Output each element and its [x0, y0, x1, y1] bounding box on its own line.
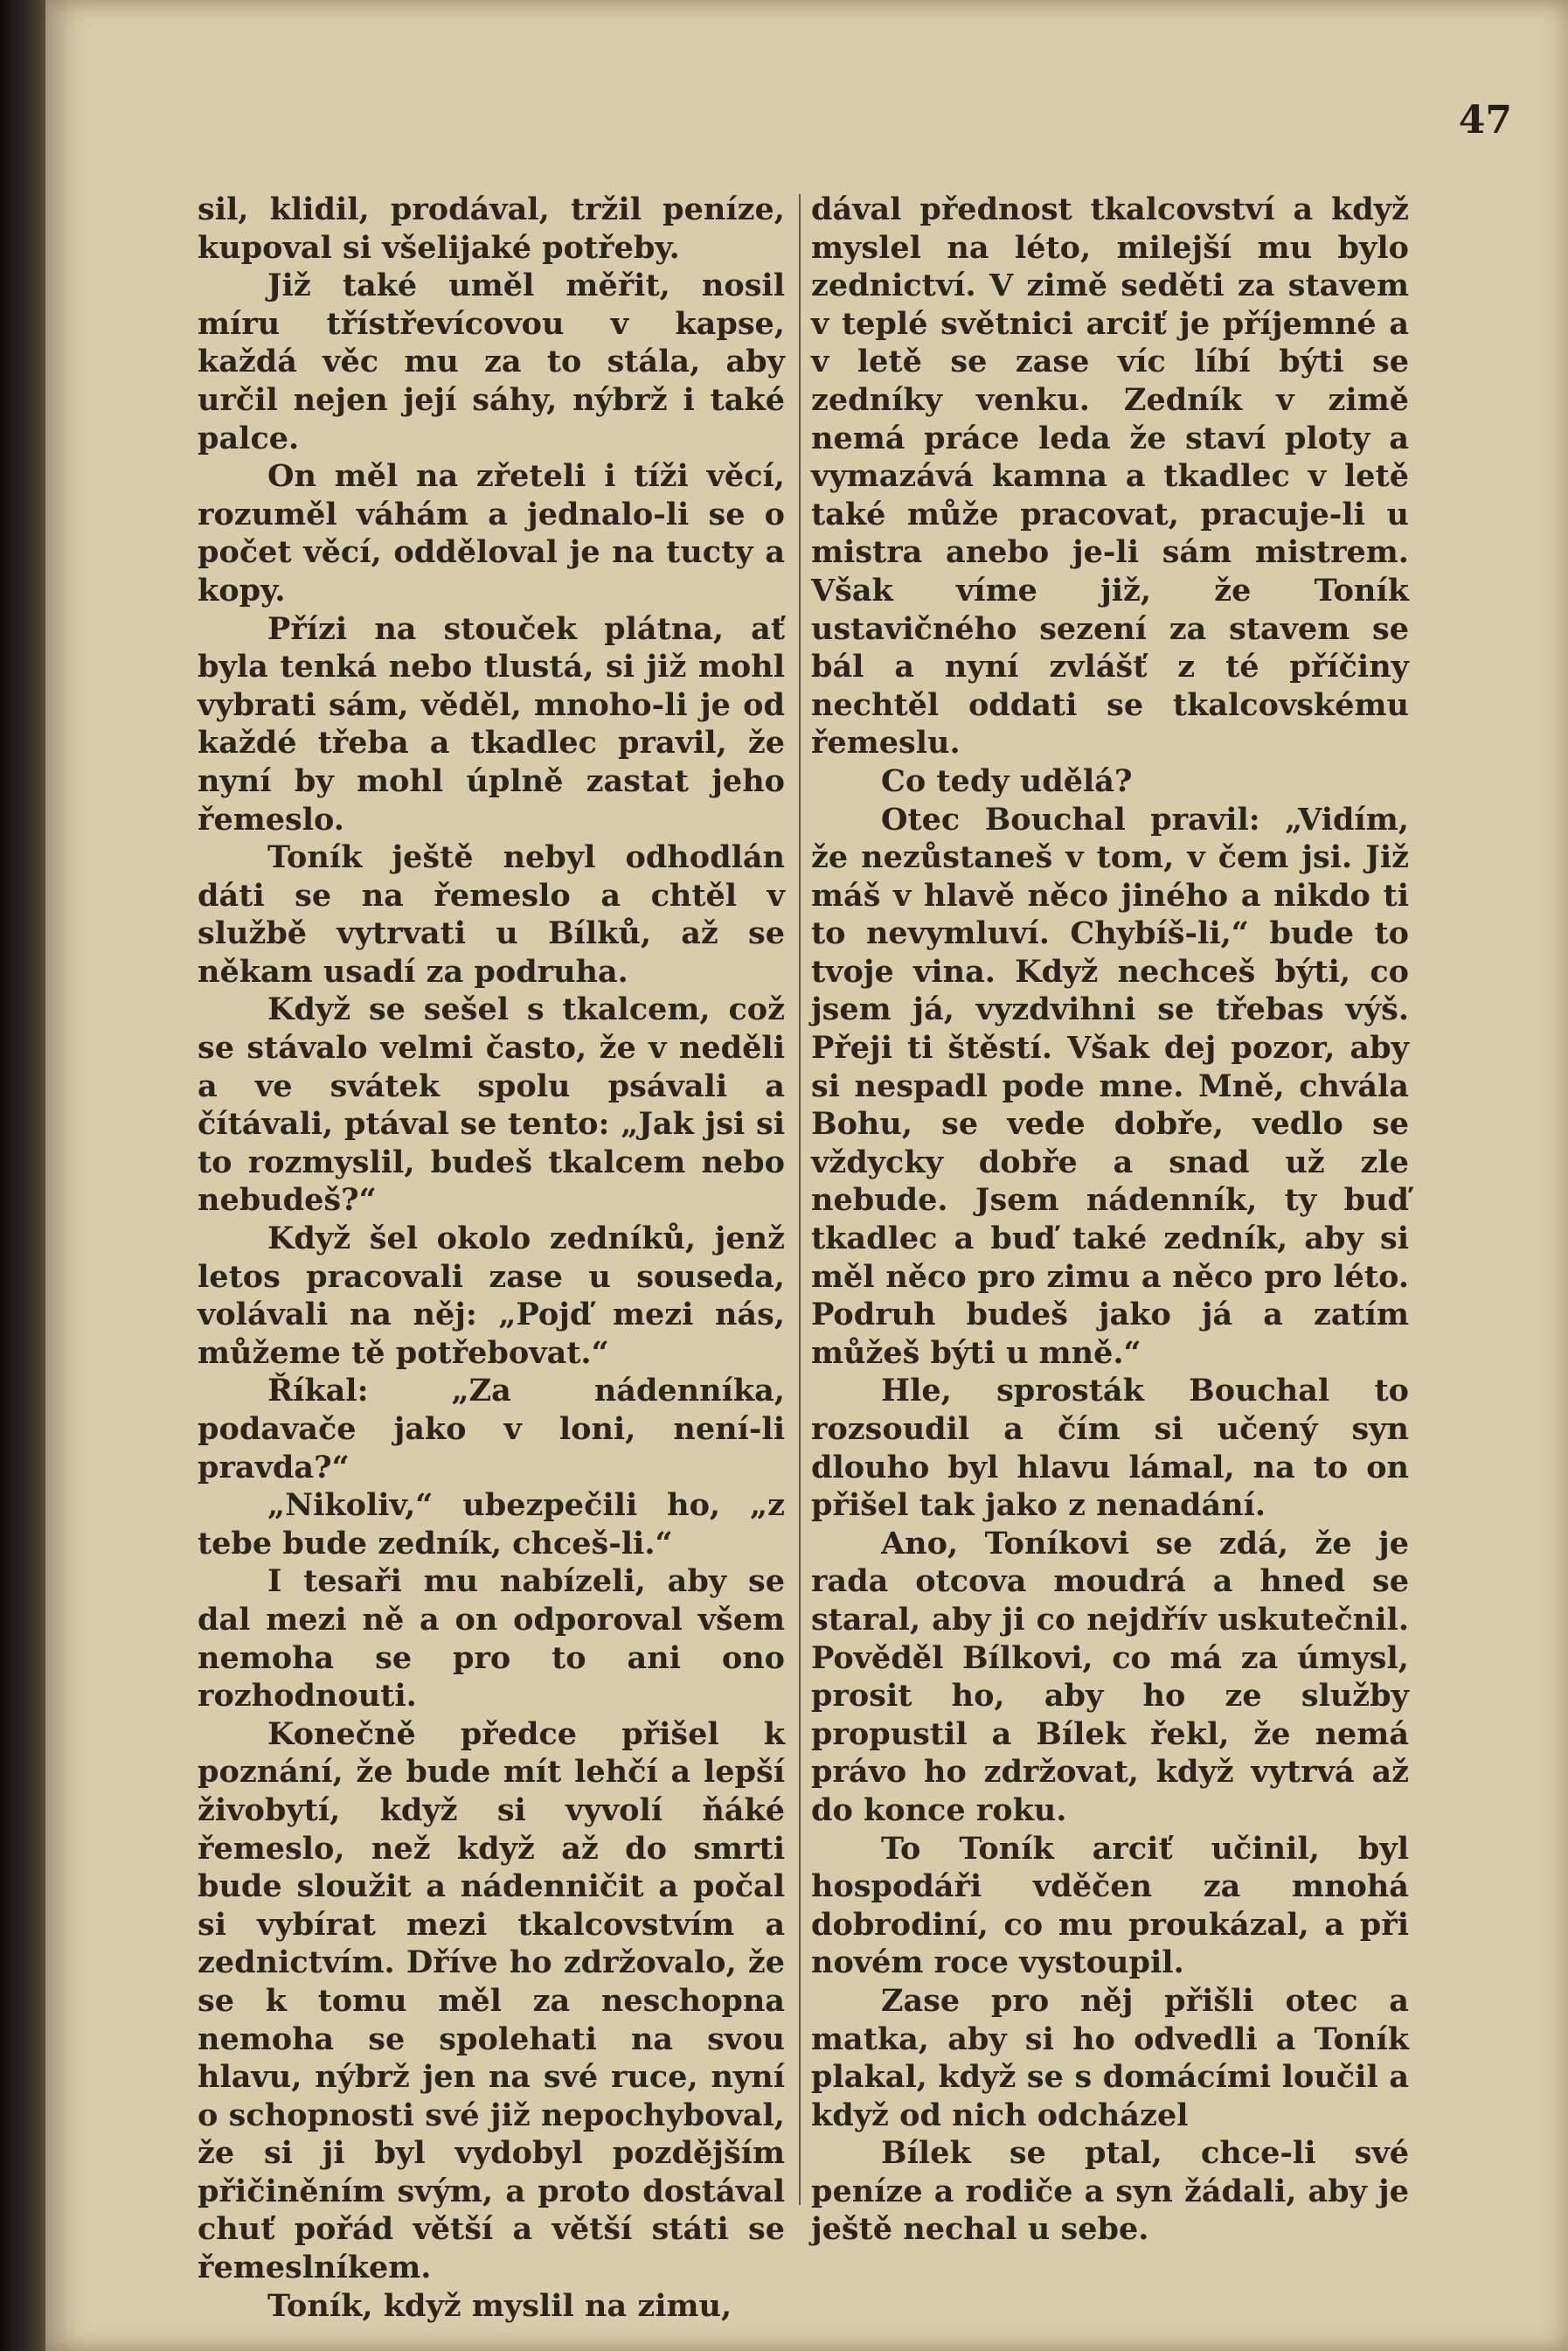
paragraph: Hle, sprosták Bouchal to rozsoudil a čím si učený syn dlouho byl hlavu lámal, na to on přišel tak jako z nenadání. [811, 1373, 1409, 1524]
paragraph: Toník ještě nebyl odhodlán dáti se na řemeslo a chtěl v službě vytrvati u Bílků, až se někam usadí za podruha. [198, 839, 785, 990]
paragraph: dával přednost tkalcovství a když myslel na léto, milejší mu bylo zednictví. V zimě seděti za stavem v teplé světnici arciť je příjemné a v letě se zase víc líbí býti se zedníky venku. Zedník v zimě nemá práce leda že staví ploty a vymazává kamna a tkadlec v letě také může pracovat, pracuje-li u mistra anebo je-li sám mistrem. Však víme již, že Toník ustavičného sezení za stavem se bál a nyní zvlášť z té příčiny nechtěl oddati se tkalcovskému řemeslu. [811, 191, 1409, 762]
paragraph: sil, klidil, prodával, tržil peníze, kupoval si všelijaké potřeby. [198, 191, 785, 266]
paragraph: I tesaři mu nabízeli, aby se dal mezi ně a on odporoval všem nemoha se pro to ani ono rozhodnouti. [198, 1563, 785, 1715]
left-text-column [198, 191, 785, 2325]
paragraph: „Nikoliv,“ ubezpečili ho, „z tebe bude zedník, chceš-li.“ [198, 1487, 785, 1562]
paragraph: Když šel okolo zedníků, jenž letos pracovali zase u souseda, volávali na něj: „Pojď mezi nás, můžeme tě potřebovat.“ [198, 1221, 785, 1371]
paragraph: Otec Bouchal pravil: „Vidím, že nezůstaneš v tom, v čem jsi. Již máš v hlavě něco jiného a nikdo ti to nevymluví. Chybíš-li,“ bude to tvoje vina. Když nechceš býti, co jsem já, vyzdvihni se třebas výš. Přeji ti štěstí. Však dej pozor, aby si nespadl pode mne. Mně, chvála Bohu, se vede dobře, vedlo se vždycky dobře a snad už zle nebude. Jsem nádenník, ty buď tkadlec a buď také zedník, aby si měl něco pro zimu a něco pro léto. Podruh budeš jako já a zatím můžeš býti u mně.“ [811, 801, 1409, 1371]
paragraph: Toník, když myslil na zimu, [267, 2287, 732, 2324]
paragraph: Konečně předce přišel k poznání, že bude mít lehčí a lepší živobytí, když si vyvolí ňáké řemeslo, než když až do smrti bude sloužit a nádenničit a počal si vybírat mezi tkalcovstvím a zednictvím. Dříve ho zdržovalo, že se k tomu měl za neschopna nemoha se spolehati na svou hlavu, nýbrž jen na své ruce, nyní o schopnosti své již nepochyboval, že si ji byl vydobyl pozdějším přičiněním svým, a proto dostával chuť pořád větší a větší státi se řemeslníkem. [198, 1715, 785, 2286]
book-binding-edge [0, 0, 45, 2351]
paragraph: Když se sešel s tkalcem, což se stávalo velmi často, že v neděli a ve svátek spolu psávali a čítávali, ptával se tento: „Jak jsi si to rozmyslil, budeš tkalcem nebo nebudeš?“ [198, 991, 785, 1219]
paragraph: Již také uměl měřit, nosil míru třístřevícovou v kapse, každá věc mu za to stála, aby určil nejen její sáhy, nýbrž i také palce. [198, 268, 785, 456]
paragraph: Co tedy udělá? [881, 762, 1133, 799]
paragraph: Ano, Toníkovi se zdá, že je rada otcova moudrá a hned se staral, aby ji co nejdřív uskutečnil. Pověděl Bílkovi, co má za úmysl, prosit ho, aby ho ze služby propustil a Bílek řekl, že nemá právo ho zdržovat, když vytrvá až do konce roku. [811, 1525, 1409, 1828]
paragraph: Bílek se ptal, chce-li své peníze a rodiče a syn žádali, aby je ještě nechal u sebe. [811, 2135, 1409, 2248]
column-divider [799, 194, 801, 2205]
page-number: 47 [1458, 98, 1512, 143]
paragraph: Zase pro něj přišli otec a matka, aby si ho odvedli a Toník plakal, když se s domácími loučil a když od nich odcházel [811, 1982, 1409, 2133]
paragraph: On měl na zřeteli i tíži věcí, rozuměl váhám a jednalo-li se o počet věcí, odděloval je na tucty a kopy. [198, 458, 785, 609]
paragraph: Přízi na stouček plátna, ať byla tenká nebo tlustá, si již mohl vybrati sám, věděl, mnoho-li je od každé třeba a tkadlec pravil, že nyní by mohl úplně zastat jeho řemeslo. [198, 610, 785, 838]
right-text-column [811, 191, 1409, 2249]
paragraph: To Toník arciť učinil, byl hospodáři vděčen za mnohá dobrodiní, co mu proukázal, a při novém roce vystoupil. [811, 1830, 1409, 1981]
paragraph: Říkal: „Za nádenníka, podavače jako v loni, není-li pravda?“ [198, 1373, 785, 1485]
